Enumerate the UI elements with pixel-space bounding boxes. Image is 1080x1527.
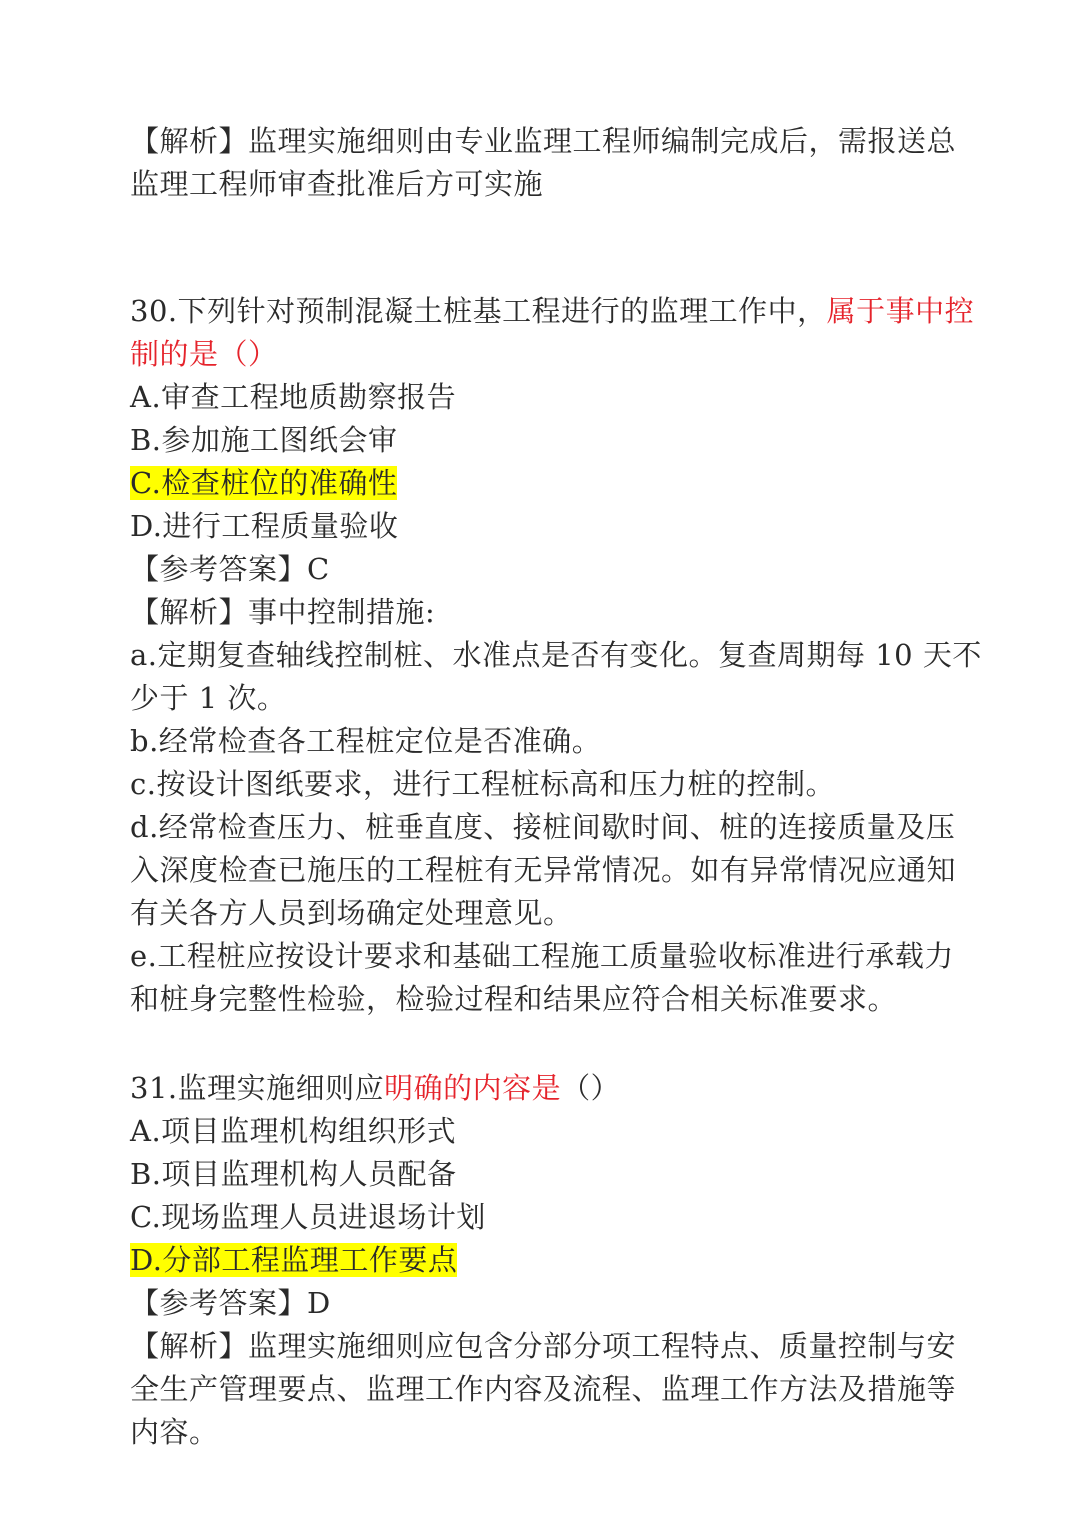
question-stem-continued bbox=[130, 333, 960, 376]
analysis-line: d.经常检查压力、桩垂直度、接桩间歇时间、桩的连接质量及压 bbox=[130, 810, 956, 844]
option-b: B.参加施工图纸会审 bbox=[130, 423, 398, 457]
analysis-line: c.按设计图纸要求，进行工程桩标高和压力桩的控制。 bbox=[130, 767, 835, 801]
analysis-title: 【解析】事中控制措施: bbox=[130, 595, 436, 629]
question-31 bbox=[130, 1067, 960, 1454]
option-b: B.项目监理机构人员配备 bbox=[130, 1157, 457, 1191]
analysis-line: e.工程桩应按设计要求和基础工程施工质量验收标准进行承载力 bbox=[130, 939, 954, 973]
analysis-line: 【解析】监理实施细则应包含分部分项工程特点、质量控制与安 bbox=[130, 1329, 957, 1363]
question-stem bbox=[130, 290, 975, 333]
reference-answer: 【参考答案】C bbox=[130, 552, 330, 586]
analysis-line: 【解析】监理实施细则由专业监理工程师编制完成后，需报送总 bbox=[130, 124, 957, 158]
document-page bbox=[130, 120, 982, 1454]
highlighted-correct-option: C.检查桩位的准确性 bbox=[130, 466, 398, 500]
analysis-line: b.经常检查各工程桩定位是否准确。 bbox=[130, 724, 602, 758]
stem-text: 31.监理实施细则应 bbox=[130, 1071, 385, 1105]
option-d: D.进行工程质量验收 bbox=[130, 509, 399, 543]
analysis-line: 有关各方人员到场确定处理意见。 bbox=[130, 896, 573, 930]
option-c bbox=[130, 462, 960, 505]
analysis-line: 入深度检查已施压的工程桩有无异常情况。如有异常情况应通知 bbox=[130, 853, 957, 887]
option-d bbox=[130, 1239, 960, 1282]
highlighted-correct-option: D.分部工程监理工作要点 bbox=[130, 1243, 458, 1277]
question-stem bbox=[130, 1067, 960, 1110]
stem-keyword: 属于事中控 bbox=[826, 294, 975, 328]
reference-answer: 【参考答案】D bbox=[130, 1286, 331, 1320]
analysis-line: 和桩身完整性检验，检验过程和结果应符合相关标准要求。 bbox=[130, 982, 898, 1016]
question-30 bbox=[130, 290, 982, 1021]
option-c: C.现场监理人员进退场计划 bbox=[130, 1200, 486, 1234]
stem-tail: （） bbox=[561, 1071, 621, 1105]
analysis-line: a.定期复查轴线控制桩、水准点是否有变化。复查周期每 10 天不 bbox=[130, 638, 982, 672]
analysis-line: 全生产管理要点、监理工作内容及流程、监理工作方法及措施等 bbox=[130, 1372, 957, 1406]
analysis-line: 内容。 bbox=[130, 1415, 219, 1449]
option-a: A.项目监理机构组织形式 bbox=[130, 1114, 457, 1148]
option-a: A.审查工程地质勘察报告 bbox=[130, 380, 457, 414]
stem-keyword: 制的是（） bbox=[130, 337, 278, 371]
intro-analysis bbox=[130, 120, 960, 206]
analysis-line: 监理工程师审查批准后方可实施 bbox=[130, 167, 544, 201]
stem-text: 30.下列针对预制混凝土桩基工程进行的监理工作中， bbox=[130, 294, 827, 328]
stem-keyword: 明确的内容是 bbox=[384, 1071, 562, 1105]
analysis-line: 少于 1 次。 bbox=[130, 681, 287, 715]
